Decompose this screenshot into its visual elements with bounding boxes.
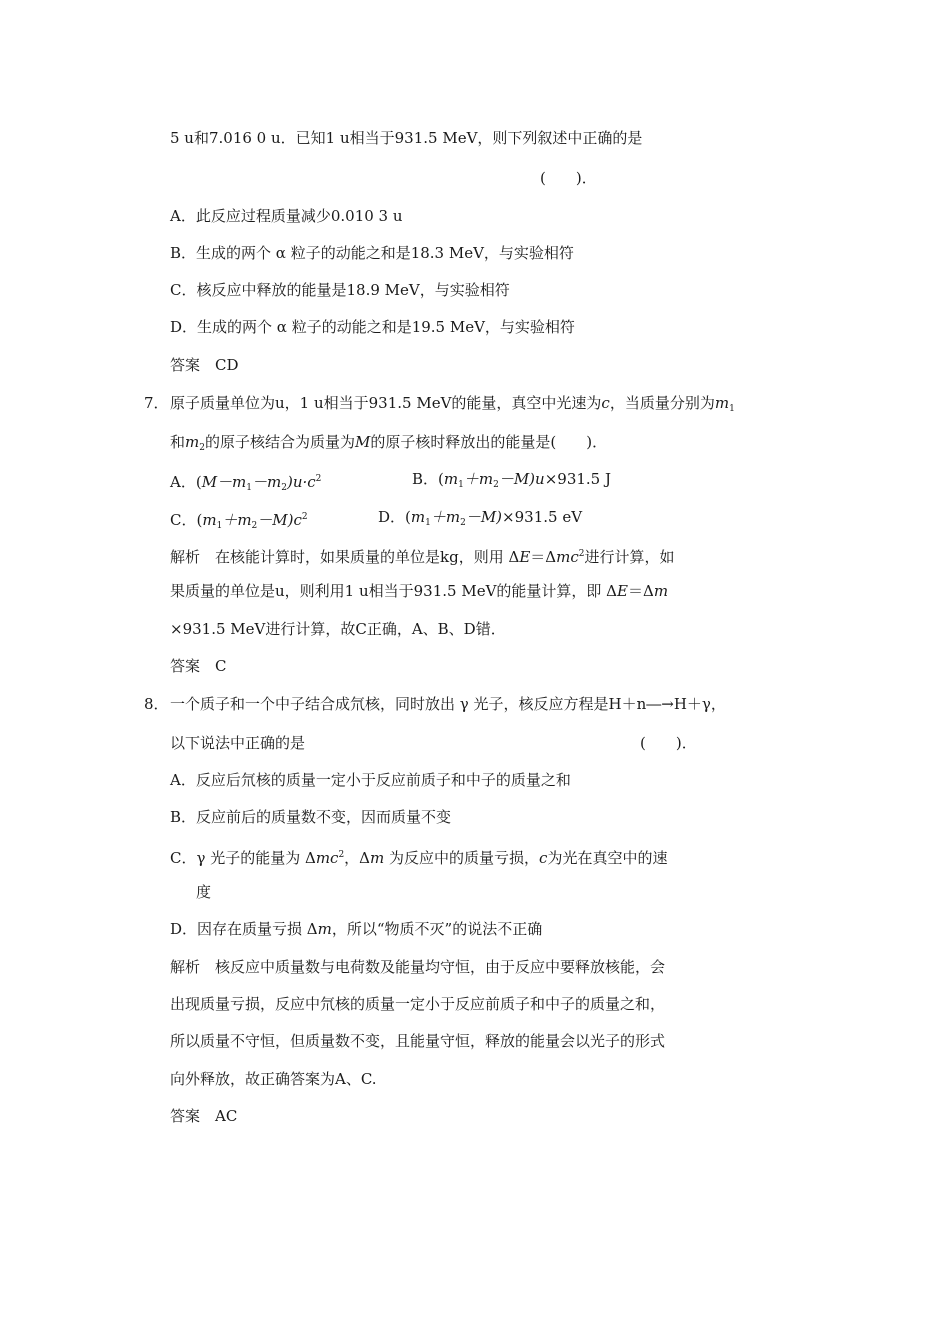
q8-option-d: D．因存在质量亏损 Δm，所以“物质不灭”的说法不正确: [170, 920, 543, 938]
q7-analysis-line3: ×931.5 MeV进行计算，故C正确，A、B、D错．: [170, 620, 506, 638]
q7-option-d: D．$(m_1+m_2-M)\times 931.5$ eV: [378, 508, 583, 528]
q6-intro-text: 5 u和7.016 0 u．已知1 u相当于931.5 MeV，则下列叙述中正确的是: [170, 129, 643, 147]
q8-option-b: B．反应前后的质量数不变，因而质量不变: [170, 808, 452, 826]
q8-analysis-line1: 解析 核反应中质量数与电荷数及能量均守恒，由于反应中要释放核能，会: [170, 958, 666, 976]
q6-answer-row: [170, 355, 239, 375]
q8-option-a: A．反应后氘核的质量一定小于反应前质子和中子的质量之和: [170, 771, 571, 789]
q6-answer-blank: ( )．: [540, 169, 597, 187]
q7-answer-row: [170, 656, 227, 676]
q8-stem-line2: 以下说法中正确的是: [170, 734, 306, 752]
answer-value: CD: [215, 356, 239, 374]
q7-stem-line1: 原子质量单位为u，1 u相当于931.5 MeV的能量，真空中光速为c，当质量分别为$m_1$: [170, 394, 735, 414]
answer-label: 答案: [170, 657, 201, 675]
q8-stem-line1: 一个质子和一个中子结合成氘核，同时放出 γ 光子，核反应方程是H＋n―→H＋γ，: [170, 695, 726, 713]
q8-analysis-line4: 向外释放，故正确答案为A、C.: [170, 1070, 377, 1088]
q6-option-b: B．生成的两个 α 粒子的动能之和是18.3 MeV，与实验相符: [170, 244, 574, 262]
q8-answer-row: [170, 1106, 237, 1126]
answer-label: 答案: [170, 1107, 201, 1125]
answer-value: AC: [215, 1107, 238, 1125]
analysis-label: 解析: [170, 548, 201, 566]
q6-option-c: C．核反应中释放的能量是18.9 MeV，与实验相符: [170, 281, 510, 299]
q6-option-a: A．此反应过程质量减少0.010 3 u: [170, 207, 403, 225]
answer-value: C: [215, 657, 227, 675]
q8-option-c-continued: 度: [196, 883, 212, 901]
q8-option-c: C．γ 光子的能量为 Δmc$^2$，Δm 为反应中的质量亏损，c为光在真空中的速: [170, 849, 668, 867]
q7-stem-line2: 和$m_2$的原子核结合为质量为M的原子核时释放出的能量是( )．: [170, 433, 608, 453]
q7-analysis-line2: 果质量的单位是u，则利用1 u相当于931.5 MeV的能量计算，即 ΔE＝Δm: [170, 582, 669, 600]
q8-answer-blank: ( )．: [640, 734, 697, 752]
q8-analysis-line3: 所以质量不守恒，但质量数不变，且能量守恒，释放的能量会以光子的形式: [170, 1032, 666, 1050]
analysis-label: 解析: [170, 958, 201, 976]
answer-label: 答案: [170, 356, 201, 374]
q7-number: 7．: [144, 394, 169, 412]
q7-option-c: C．$(m_1+m_2-M)c^2$: [170, 511, 308, 531]
q7-analysis-line1: 解析 在核能计算时，如果质量的单位是kg，则用 ΔE＝Δmc$^2$进行计算，如: [170, 548, 675, 566]
q8-number: 8．: [144, 695, 169, 713]
q6-option-d: D．生成的两个 α 粒子的动能之和是19.5 MeV，与实验相符: [170, 318, 575, 336]
q7-option-a: A．$(M-m_1-m_2)u\cdot c^2$: [170, 473, 322, 493]
q8-analysis-line2: 出现质量亏损，反应中氘核的质量一定小于反应前质子和中子的质量之和，: [170, 995, 666, 1013]
q7-option-b: B．$(m_1+m_2-M)u\times 931.5$ J: [412, 470, 611, 490]
